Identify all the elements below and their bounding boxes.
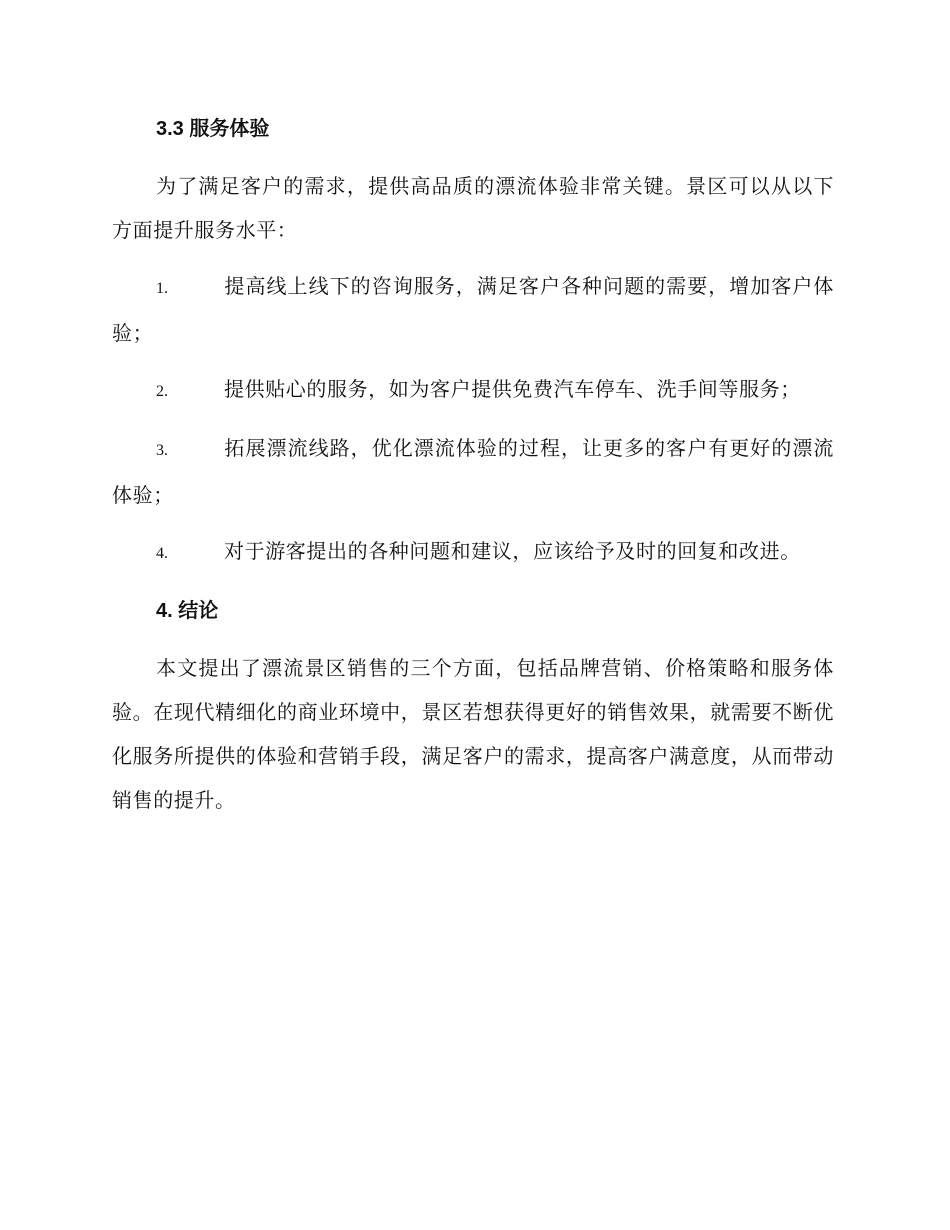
list-number: 1. bbox=[156, 280, 168, 297]
spacer bbox=[112, 517, 834, 529]
list-text: 拓展漂流线路，优化漂流体验的过程，让更多的客户有更好的漂流体验； bbox=[112, 436, 834, 507]
list-item-4 bbox=[112, 529, 834, 576]
section-heading-3-3: 3.3 服务体验 bbox=[156, 118, 270, 140]
spacer bbox=[112, 355, 834, 367]
section-3-3-intro: 为了满足客户的需求，提供高品质的漂流体验非常关键。景区可以从以下方面提升服务水平： bbox=[112, 174, 834, 242]
list-item-1 bbox=[112, 264, 834, 355]
document-content bbox=[112, 108, 834, 822]
spacer bbox=[112, 414, 834, 426]
spacer bbox=[112, 576, 834, 590]
list-text: 提高线上线下的咨询服务，满足客户各种问题的需要，增加客户体验； bbox=[112, 274, 834, 345]
spacer bbox=[112, 632, 834, 646]
list-item-2 bbox=[112, 367, 834, 414]
list-text: 提供贴心的服务，如为客户提供免费汽车停车、洗手间等服务； bbox=[224, 377, 801, 401]
spacer bbox=[112, 150, 834, 164]
list-item-3 bbox=[112, 426, 834, 517]
list-number: 4. bbox=[156, 545, 168, 562]
list-text: 对于游客提出的各种问题和建议，应该给予及时的回复和改进。 bbox=[224, 539, 801, 563]
spacer bbox=[112, 252, 834, 264]
section-4-body: 本文提出了漂流景区销售的三个方面，包括品牌营销、价格策略和服务体验。在现代精细化的商业环境中，景区若想获得更好的销售效果，就需要不断优化服务所提供的体验和营销手段，满足客户的需求，提高客户满意度，从而带动销售的提升。 bbox=[112, 656, 834, 812]
list-number: 3. bbox=[156, 442, 168, 459]
list-number: 2. bbox=[156, 383, 168, 400]
section-heading-4: 4. 结论 bbox=[156, 600, 219, 622]
